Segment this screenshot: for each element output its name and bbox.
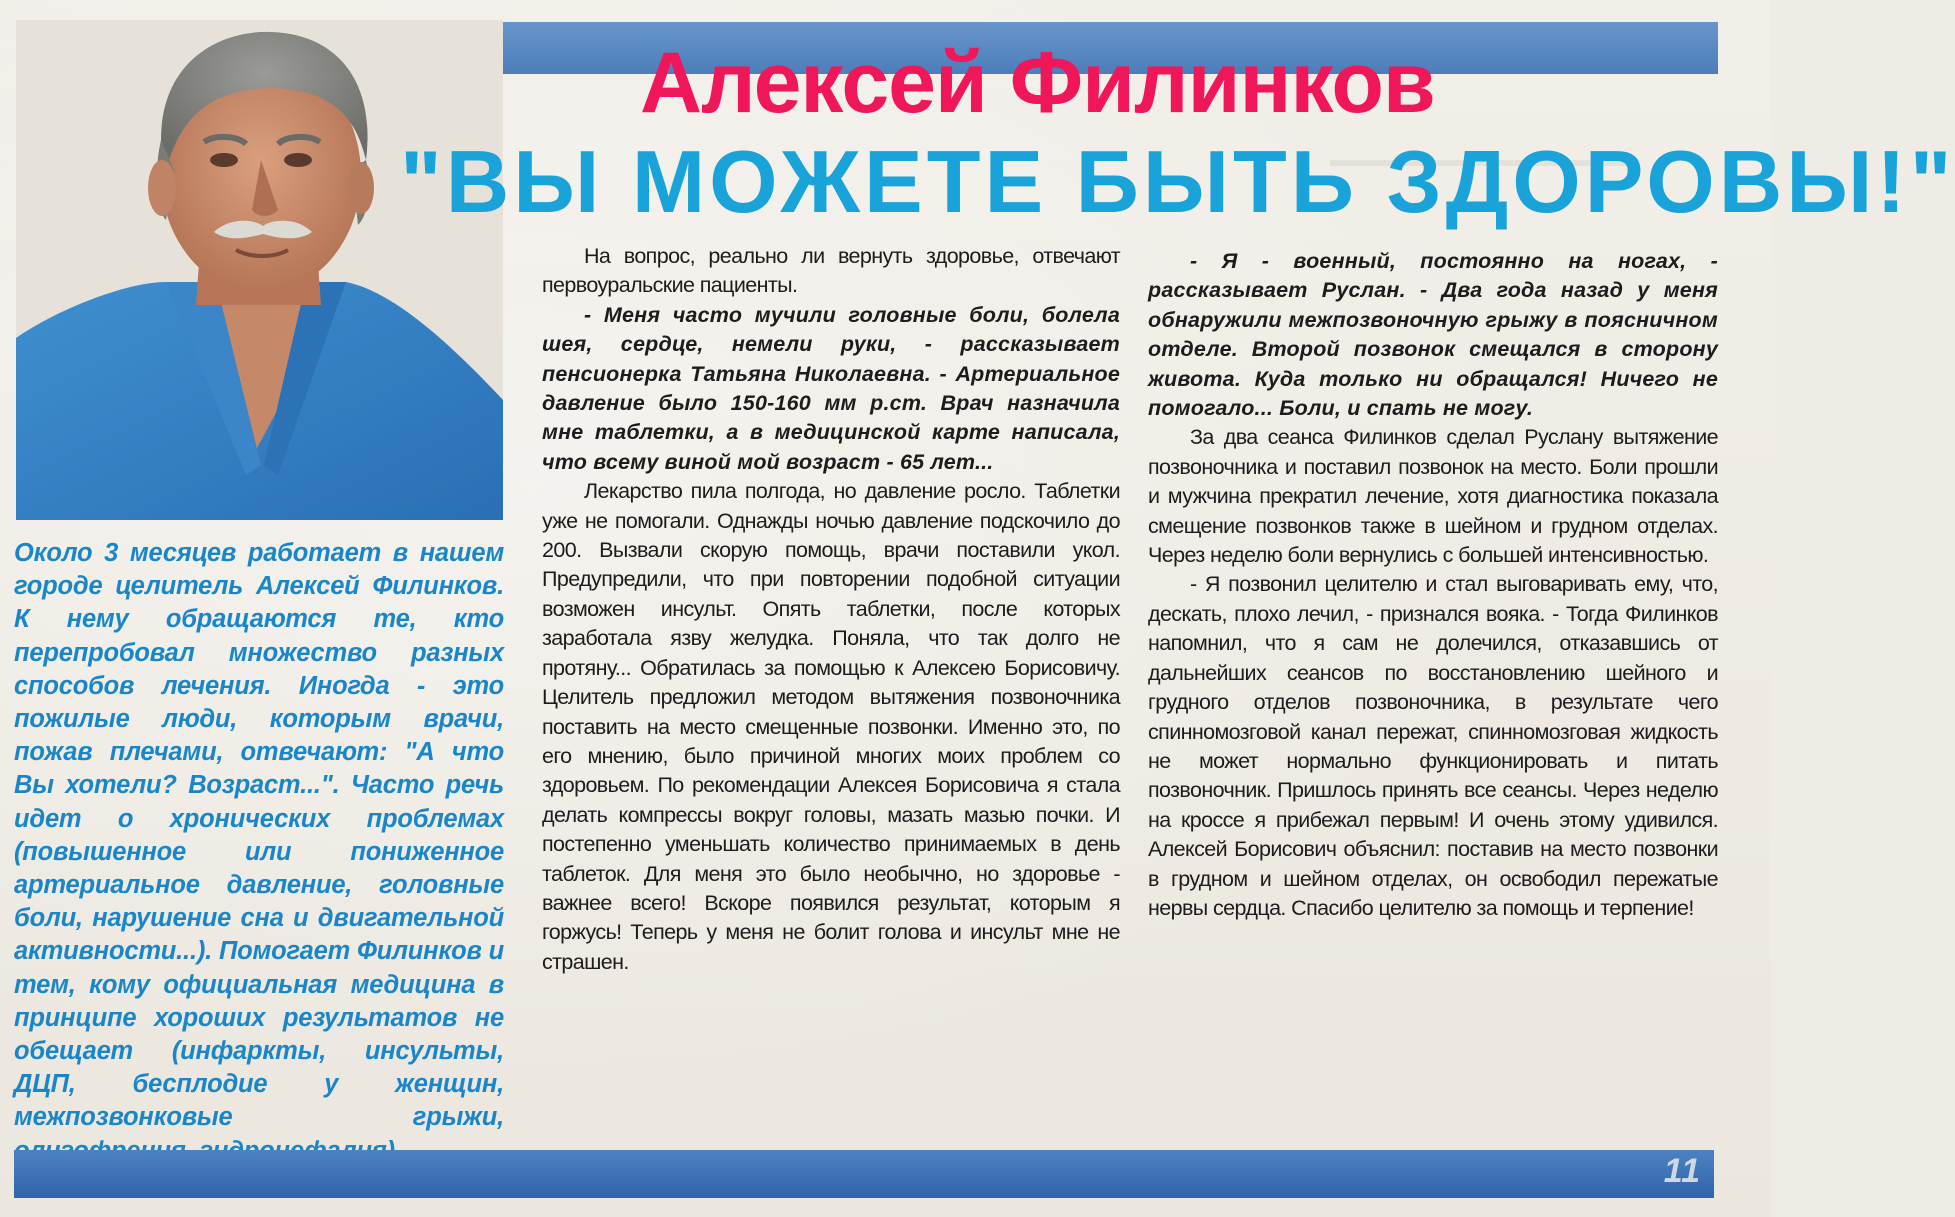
middle-text-column: [542, 242, 1120, 977]
quote-paragraph: - Меня часто мучили головные боли, болела шея, сердце, немели руки, - рассказывает пенсионерка Татьяна Николаевна. - Артериальное давление было 150-160 мм р.ст. Врач назначила мне таблетки, а в медицинской карте написала, что всему виной мой возраст - 65 лет...: [542, 302, 1120, 474]
paragraph: На вопрос, реально ли вернуть здоровье, отвечают первоуральские пациенты.: [542, 244, 1120, 298]
paragraph: - Я позвонил целителю и стал выговаривать ему, что, дескать, плохо лечил, - признался вояка. - Тогда Филинков напомнил, что я сам не долечился, отказавшись от дальнейших сеансов по восстановлению шейного и грудного отделов позвоночника, в результате чего спинномозговой канал пережат, спинномозговая жидкость не может нормально функционировать и питать позвоночник. Пришлось принять все сеансы. Через неделю на кроссе я прибежал первым! И очень этому удивился. Алексей Борисович объяснил: поставив на место позвонки в грудном и шейном отделах, он освободил пережатые нервы сердца. Спасибо целителю за помощь и терпение!: [1148, 572, 1718, 920]
paragraph: За два сеанса Филинков сделал Руслану вытяжение позвоночника и поставил позвонок на место. Боли прошли и мужчина прекратил лечение, хотя диагностика показала смещение позвонков также в шейном и грудном отделах. Через неделю боли вернулись с большей интенсивностью.: [1148, 425, 1718, 568]
author-name-heading: Алексей Филинков: [640, 35, 1435, 131]
quote-paragraph: - Я - военный, постоянно на ногах, - рассказывает Руслан. - Два года назад у меня обнаружили межпозвоночную грыжу в поясничном отделе. Второй позвонок смещался в сторону живота. Куда только ни обращался! Ничего не помогало... Боли, и спать не могу.: [1148, 249, 1718, 421]
intro-lead-paragraph: Около 3 месяцев работает в нашем городе целитель Алексей Филинков. К нему обращаются те, кто перепробовал множество разных способов лечения. Иногда - это пожилые люди, которым врачи, пожав плечами, отвечают: "А что Вы хотели? Возраст...". Часто речь идет о хронических проблемах (повышенное или пониженное артериальное давление, головные боли, нарушение сна и двигательной активности...). Помогает Филинков и тем, кому официальная медицина в принципе хороших результатов не обещает (инфаркты, инсульты, ДЦП, бесплодие у женщин, межпозвонковые грыжи,: [14, 539, 504, 1132]
bottom-blue-stripe: [14, 1150, 1714, 1198]
page-number: 11: [1663, 1152, 1701, 1190]
right-text-column: [1148, 247, 1718, 923]
article-headline: "ВЫ МОЖЕТЕ БЫТЬ ЗДОРОВЫ!": [400, 132, 1955, 231]
portrait-photo: [16, 20, 503, 520]
paragraph: Лекарство пила полгода, но давление росло. Таблетки уже не помогали. Однажды ночью давление подскочило до 200. Вызвали скорую помощь, врачи поставили укол. Предупредили, что при повторении подобной ситуации возможен инсульт. Опять таблетки, после которых заработала язву желудка. Поняла, что так долго не протяну... Обратилась за помощью к Алексею Борисовичу. Целитель предложил методом вытяжения позвоночника поставить на место смещенные позвонки. Именно это, по его мнению, было причиной многих моих проблем со здоровьем. По рекомендации Алексея Борисовича я стала делать компрессы вокруг головы, мазать мазью почки. И постепенно уменьшать количество принимаемых в день таблеток. Для меня это было необычно, но здоровье - важнее всего! Вскоре появился результат, которым я горжусь! Теперь у меня не болит голова и инсульт мне не страшен.: [542, 479, 1120, 974]
